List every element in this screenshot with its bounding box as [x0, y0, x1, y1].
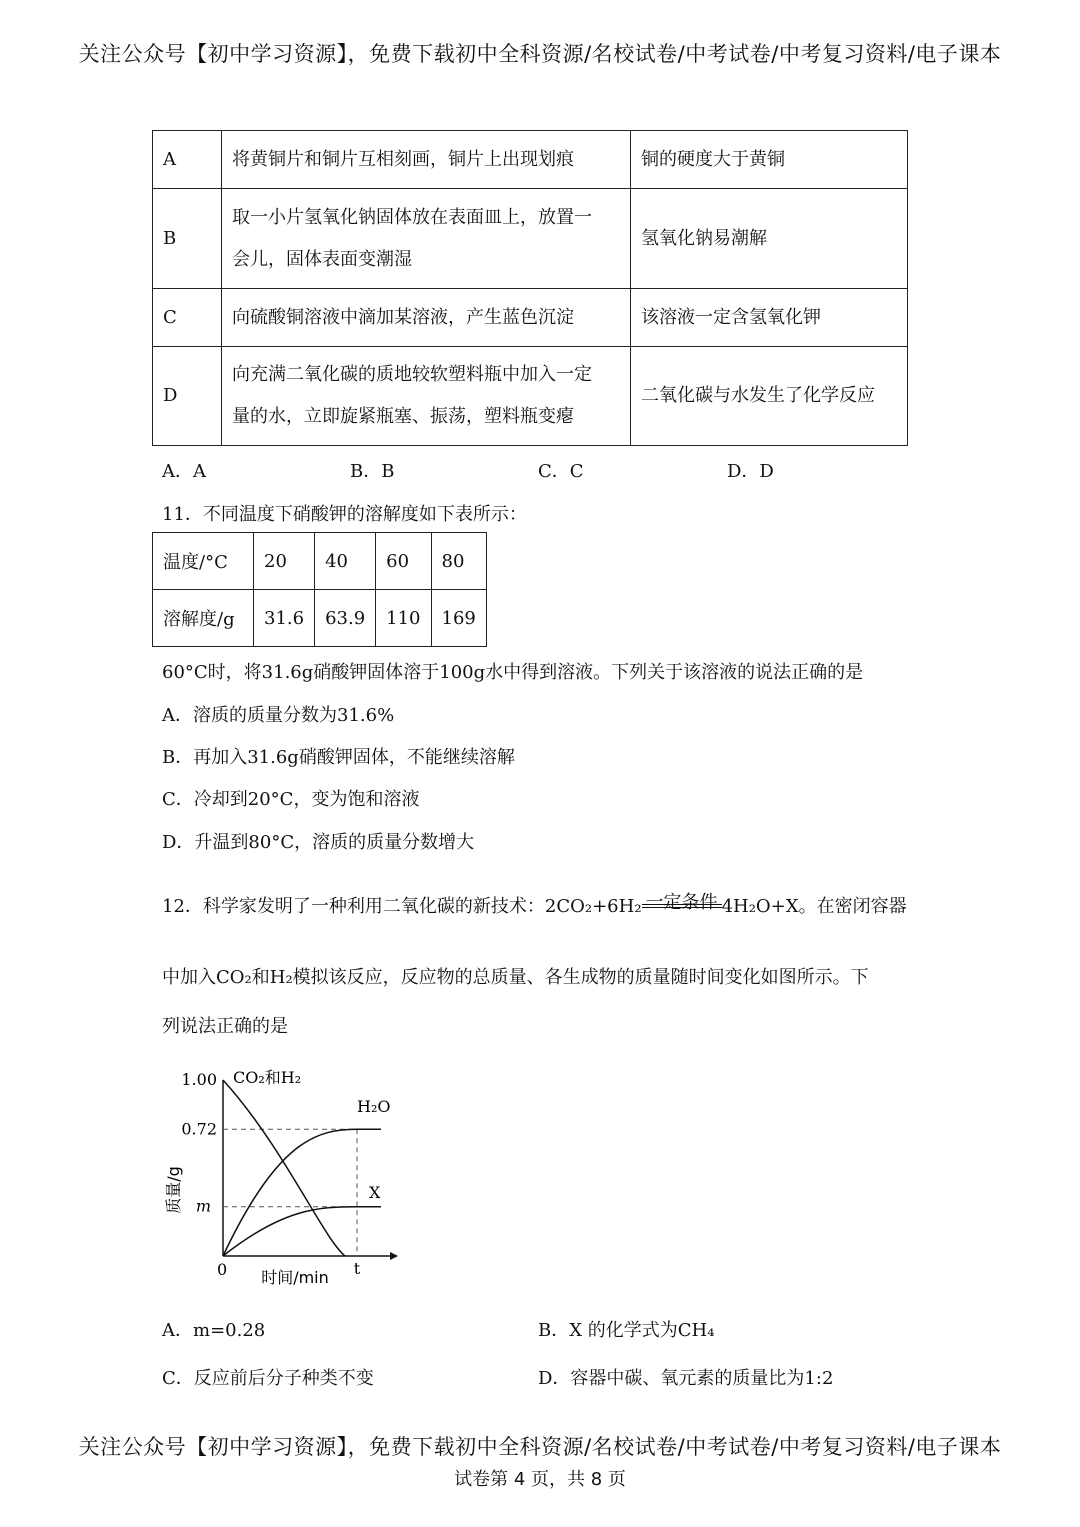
value-cell: 63.9 [315, 590, 376, 647]
q12-line2: 中加入CO₂和H₂模拟该反应，反应物的总质量、各生成物的质量随时间变化如图所示。下 [162, 967, 869, 988]
temp-cell: 40 [315, 533, 376, 590]
page-number: 试卷第 4 页，共 8 页 [454, 1469, 626, 1490]
chemical-equation [544, 892, 799, 917]
series-line-reactants [223, 1080, 345, 1256]
operation-cell: 将黄铜片和铜片互相刻画，铜片上出现划痕 [222, 131, 631, 189]
conclusion-cell: 二氧化碳与水发生了化学反应 [631, 347, 908, 446]
operation-line: 向充满二氧化碳的质地较软塑料瓶中加入一定 [232, 364, 592, 385]
series-line-x [223, 1207, 357, 1256]
value-cell: 110 [376, 590, 431, 647]
series-label-h2o: H₂O [357, 1097, 391, 1116]
operation-line: 量的水，立即旋紧瓶塞、振荡，塑料瓶变瘪 [232, 406, 574, 427]
option-label: D [153, 347, 222, 446]
x-tick-label: t [353, 1259, 361, 1278]
operation-cell [222, 189, 631, 289]
y-tick-label: 1.00 [181, 1070, 217, 1089]
q11-option-d: D．升温到80°C，溶质的质量分数增大 [162, 832, 475, 853]
option-label: B [153, 189, 222, 289]
experiment-table [152, 130, 908, 446]
q10-choice-b: B．B [350, 461, 395, 482]
top-banner: 关注公众号【初中学习资源】，免费下载初中全科资源/名校试卷/中考试卷/中考复习资料/电子课本 [78, 42, 1002, 66]
q12-option-c: C．反应前后分子种类不变 [162, 1368, 374, 1389]
q12-stem-post: 。在密闭容器 [798, 896, 907, 917]
q11-option-a: A．溶质的质量分数为31.6% [162, 705, 395, 726]
operation-cell: 向硫酸铜溶液中滴加某溶液，产生蓝色沉淀 [222, 289, 631, 347]
header-cell: 溶解度/g [153, 590, 254, 647]
table-row [153, 131, 908, 189]
option-label: C [153, 289, 222, 347]
q12-option-a [162, 1316, 265, 1342]
q10-choice-d: D．D [727, 461, 774, 482]
x-axis-label: 时间/min [261, 1268, 329, 1287]
q11-option-b: B．再加入31.6g硝酸钾固体，不能继续溶解 [162, 747, 515, 768]
q12-option-d: D．容器中碳、氧元素的质量比为1:2 [538, 1368, 834, 1389]
q12-option-b: B．X 的化学式为CH₄ [538, 1320, 715, 1341]
solubility-table [152, 532, 487, 647]
table-row [153, 533, 487, 590]
mass-time-graph [155, 1060, 425, 1295]
eq-condition: 一定条件 [645, 892, 718, 913]
q12-stem [162, 875, 907, 917]
series-label-x: X [369, 1183, 381, 1202]
temp-cell: 60 [376, 533, 431, 590]
bottom-banner: 关注公众号【初中学习资源】，免费下载初中全科资源/名校试卷/中考试卷/中考复习资料/电子课本 [78, 1435, 1002, 1459]
operation-line: 取一小片氢氧化钠固体放在表面皿上，放置一 [232, 206, 592, 228]
value-cell: 31.6 [254, 590, 315, 647]
x-tick-label: 0 [217, 1260, 228, 1279]
q12-option-a-text: A．m=0.28 [162, 1320, 266, 1341]
conclusion-cell: 铜的硬度大于黄铜 [631, 131, 908, 189]
value-cell: 169 [431, 590, 486, 647]
option-label: A [153, 131, 222, 189]
q10-choice-c: C．C [538, 461, 584, 482]
table-row [153, 590, 487, 647]
header-cell: 温度/°C [153, 533, 254, 590]
series-label-reactants: CO₂和H₂ [233, 1068, 302, 1087]
table-row [153, 347, 908, 446]
eq-right: 4H₂O+X [721, 896, 799, 917]
conclusion-cell: 该溶液一定含氢氧化钾 [631, 289, 908, 347]
q11-context: 60°C时，将31.6g硝酸钾固体溶于100g水中得到溶液。下列关于该溶液的说法正确的是 [162, 662, 864, 683]
conclusion-cell: 氢氧化钠易潮解 [631, 189, 908, 289]
table-row [153, 289, 908, 347]
q11-option-c: C．冷却到20°C，变为饱和溶液 [162, 789, 420, 810]
q12-line3: 列说法正确的是 [162, 1016, 288, 1037]
eq-left: 2CO₂+6H₂ [544, 896, 642, 917]
series-line-h2o [223, 1129, 357, 1256]
temp-cell: 20 [254, 533, 315, 590]
table-row [153, 189, 908, 289]
operation-line: 会儿，固体表面变潮湿 [232, 248, 412, 270]
y-axis-label: 质量/g [164, 1166, 183, 1214]
temp-cell: 80 [431, 533, 486, 590]
q10-choice-a: A．A [162, 461, 206, 482]
q11-stem: 11．不同温度下硝酸钾的溶解度如下表所示： [162, 504, 527, 525]
x-axis-arrow [390, 1252, 398, 1260]
operation-cell [222, 347, 631, 446]
q12-stem-pre: 12．科学家发明了一种利用二氧化碳的新技术： [162, 896, 545, 917]
y-tick-label: 0.72 [181, 1119, 217, 1139]
y-tick-label: m [195, 1196, 211, 1216]
